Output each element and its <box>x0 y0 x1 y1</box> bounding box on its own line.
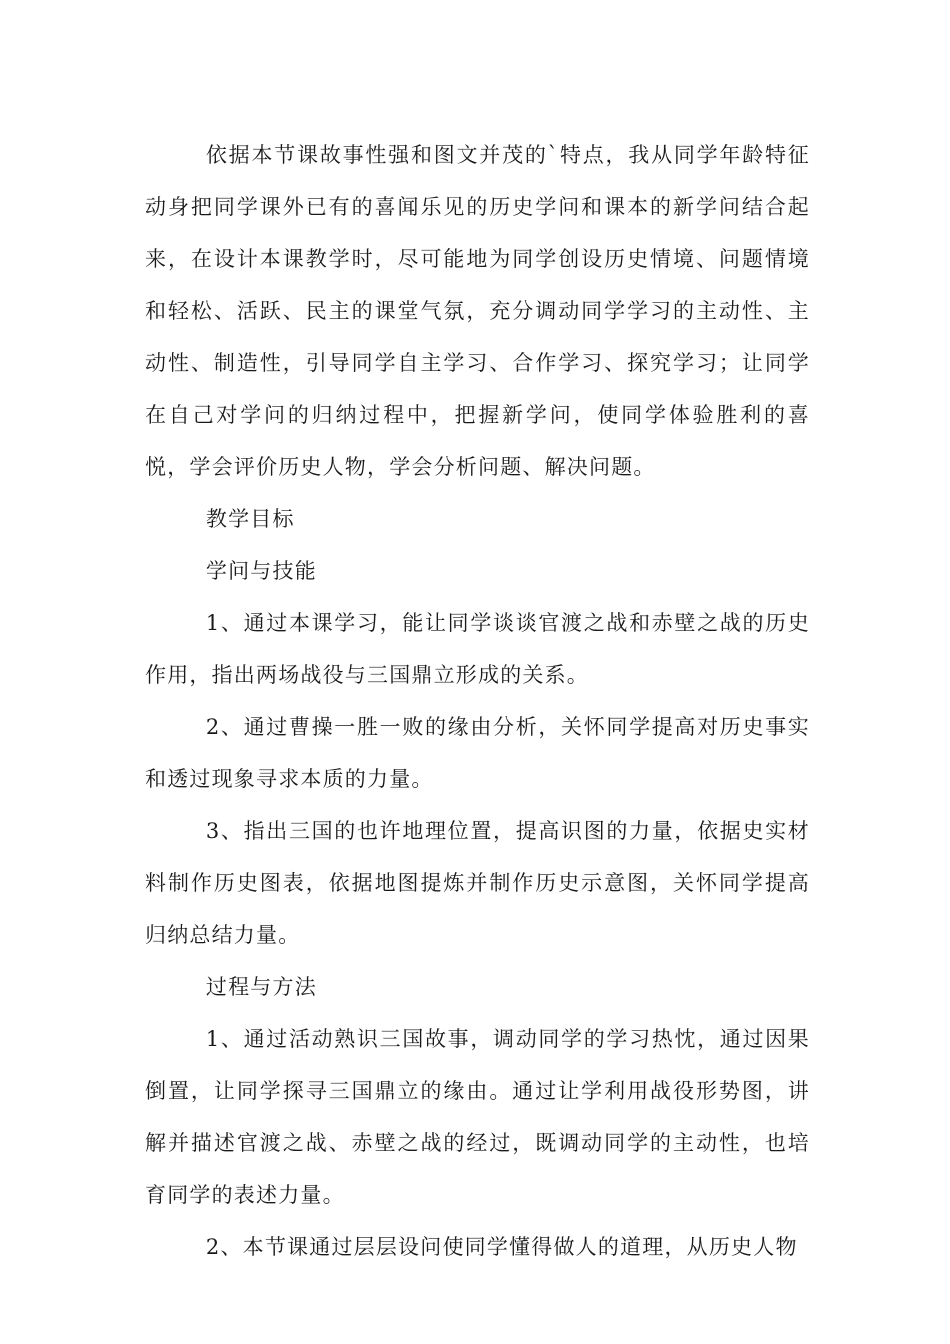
heading-knowledge-skills: 学问与技能 <box>205 559 317 583</box>
paragraph-knowledge-2: 2、通过曹操一胜一败的缘由分析，关怀同学提高对历史事实和透过现象寻求本质的力量。 <box>145 715 810 791</box>
heading-teaching-goals: 教学目标 <box>205 507 295 531</box>
document-body <box>145 129 810 1273</box>
paragraph-knowledge-1: 1、通过本课学习，能让同学谈谈官渡之战和赤壁之战的历史作用，指出两场战役与三国鼎立形成的关系。 <box>145 611 810 687</box>
paragraph-process-1: 1、通过活动熟识三国故事，调动同学的学习热忱，通过因果倒置，让同学探寻三国鼎立的缘由。通过让学利用战役形势图，讲解并描述官渡之战、赤壁之战的经过，既调动同学的主动性，也培育同学的表述力量。 <box>145 1027 810 1207</box>
paragraph-process-2: 2、本节课通过层层设问使同学懂得做人的道理，从历史人物 <box>205 1235 798 1259</box>
paragraph-knowledge-3: 3、指出三国的也许地理位置，提高识图的力量，依据史实材料制作历史图表，依据地图提炼并制作历史示意图，关怀同学提高归纳总结力量。 <box>145 819 810 947</box>
heading-process-methods: 过程与方法 <box>205 975 317 999</box>
paragraph-intro: 依据本节课故事性强和图文并茂的`特点，我从同学年龄特征动身把同学课外已有的喜闻乐见的历史学问和课本的新学问结合起来，在设计本课教学时，尽可能地为同学创设历史情境、问题情境和轻松、活跃、民主的课堂气氛，充分调动同学学习的主动性、主动性、制造性，引导同学自主学习、合作学习、探究学习；让同学在自己对学问的归纳过程中，把握新学问，使同学体验胜利的喜悦，学会评价历史人物，学会分析问题、解决问题。 <box>145 143 810 479</box>
